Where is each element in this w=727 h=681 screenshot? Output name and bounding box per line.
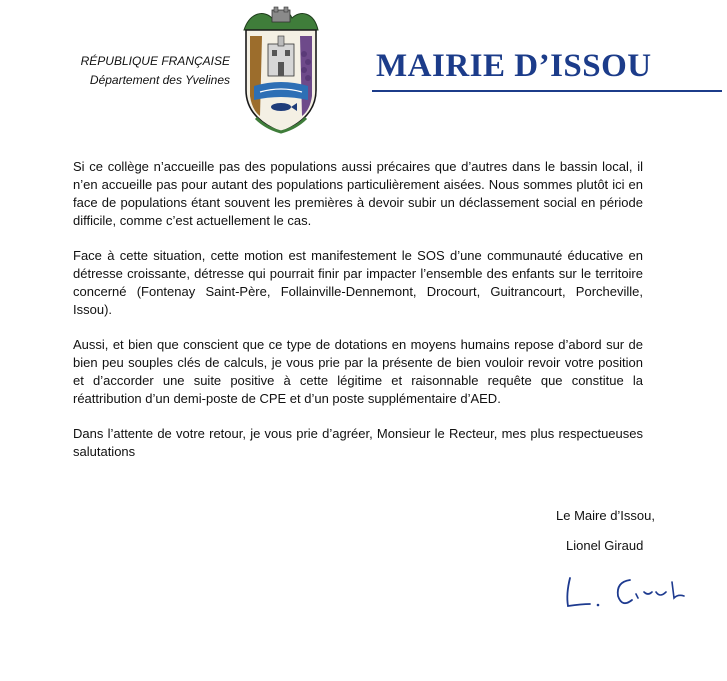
mayor-name: Lionel Giraud (566, 538, 644, 553)
coat-of-arms-icon (236, 6, 326, 136)
paragraph-4: Dans l’attente de votre retour, je vous prie d’agréer, Monsieur le Recteur, mes plus respectueuses salutations (73, 426, 643, 459)
paragraph-3: Aussi, et bien que conscient que ce type de dotations en moyens humains repose d’abord sur de bien peu souples clés de calculs, je vous prie par la présente de bien vouloir revoir votre position et d’accorder une suite positive à cette légitime et raisonnable requête que constitue la réattribution d’un demi-poste de CPE et d’un poste supplémentaire d’AED. (73, 337, 643, 406)
paragraph-2: Face à cette situation, cette motion est manifestement le SOS d’une communauté éducative en détresse croissante, détresse qui pourrait finir par impacter l’ensemble des enfants sur le territoire concerné (Fontenay Saint-Père, Follainville-Dennemont, Drocourt, Guitrancourt, Porcheville, Issou). (73, 248, 643, 317)
signature-icon (560, 570, 700, 620)
header-republic-block (70, 52, 230, 90)
letter-body (73, 158, 643, 478)
republic-label: RÉPUBLIQUE FRANÇAISE (80, 54, 230, 68)
paragraph-1: Si ce collège n’accueille pas des populations aussi précaires que d’autres dans le bassin local, il n’en accueille pas pour autant des populations particulièrement aisées. Nous sommes plutôt ici en face de populations étant souvent les premières à devoir subir un déclassement social en période difficile, comme c’est actuellement le cas. (73, 159, 643, 228)
mairie-title: MAIRIE D’ISSOU (376, 48, 652, 84)
title-underline (372, 90, 722, 92)
mayor-title: Le Maire d’Issou, (556, 508, 655, 523)
department-label: Département des Yvelines (89, 73, 230, 87)
